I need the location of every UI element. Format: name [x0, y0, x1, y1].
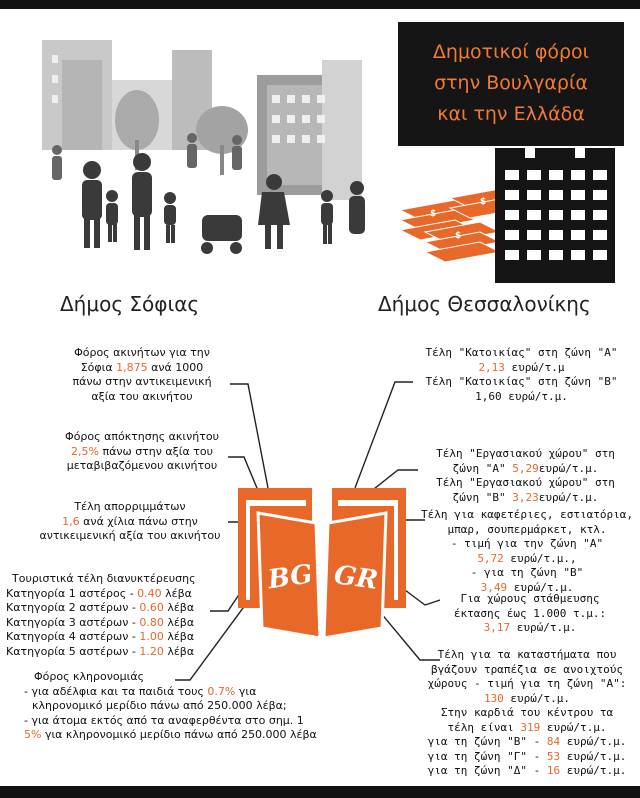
thess-parking-fees: Για χώρους στάθμευσης έκτασης έως 1.000 τ.μ.: 3,17 ευρώ/τ.μ. [453, 592, 607, 634]
tourist-tax-row: Κατηγορία 1 αστέρος - 0.40 λέβα [6, 586, 192, 600]
bottom-border [0, 786, 640, 798]
svg-text:$: $ [455, 231, 462, 241]
thess-workplace-fees: Τέλη "Εργασιακού χώρου" στη ζώνη "Α" 5,29ευρώ/τ.μ. Τέλη "Εργασιακού χώρου" στη ζώνη "Β" 3,23ευρώ/τ.μ. [436, 447, 615, 504]
sofia-property-tax: Φόρος ακινήτων για την Σόφια 1,875 ανά 1000 πάνω στην αντικειμενική αξία του ακινήτου [72, 346, 212, 403]
tourist-tax-row: Κατηγορία 5 αστέρων - 1.20 λέβα [6, 644, 195, 658]
bg-label: BG [266, 559, 315, 596]
thess-cafe-fees: Τέλη για καφετέριες, εστιατόρια, μπαρ, σουπερμάρκετ, κτλ. - τιμή για την ζώνη "Α" 5,72 ευρώ/τ.μ., - για τη ζώνη "Β" 3,49 ευρώ/τ.μ. [421, 508, 633, 594]
infographic-title-box [398, 22, 624, 146]
title-line-1: Δημοτικοί φόροι [432, 41, 590, 63]
sofia-title: Δήμος Σόφιας [60, 292, 200, 316]
title-line-2: στην Βουλγαρία [434, 72, 588, 94]
thess-residence-fees: Τέλη "Κατοικίας" στη ζώνη "Α" 2,13 ευρώ/τ.μ Τέλη "Κατοικίας" στη ζώνη "Β" 1,60 ευρώ/τ.μ. [425, 346, 618, 403]
thess-outdoor-table-fees: Τέλη για τα καταστήματα που βγάζουν τραπέζια σε ανοιχτούς χώρους - τιμή για τη ζώνη "Α": 130 ευρώ/τ.μ. Στην καρδιά του κέντρου τα τέλη είναι 319 ευρώ/τ.μ. για τη ζώνη "Β" - 84 ευρώ/τ.μ. για τη ζώνη "Γ" - 53 ευρώ/τ.μ. για τη ζώνη "Δ" - 16 ευρώ/τ.μ. [427, 648, 627, 777]
tourist-tax-row: Κατηγορία 2 αστέρων - 0.60 λέβα [6, 601, 195, 614]
thessaloniki-title: Δήμος Θεσσαλονίκης [378, 292, 591, 316]
tourist-tax-row: Κατηγορία 3 αστέρων - 0.80 λέβα [6, 615, 195, 629]
title-line-3: και την Ελλάδα [437, 103, 585, 125]
tourist-tax-row: Κατηγορία 4 αστέρων - 1.00 λέβα [6, 630, 195, 643]
sofia-tourist-tax: Τουριστικά τέλη διανυκτέρευσης Κατηγορία 1 αστέρος - 0.40 λέβα Κατηγορία 2 αστέρων - 0.60 λέβα Κατηγορία 3 αστέρων - 0.80 λέβα Κατηγορία 4 αστέρων - 1.00 λέβα Κατηγορία 5 αστέρων - 1.20 λέβα [6, 572, 216, 659]
svg-text:$: $ [430, 209, 437, 219]
gr-label: GR [332, 560, 380, 596]
sofia-acquisition-tax: Φόρος απόκτησης ακινήτου 2,5% πάνω στην αξία του μεταβιβαζόμενου ακινήτου [65, 430, 219, 472]
sofia-inheritance-tax: Φόρος κληρονομιάς - για αδέλφια και τα παιδιά τους 0.7% για κληρονομικό μερίδιο πάνω από 250.000 λέβα; - για άτομα εκτός από τα αναφερθέντα στο σημ. 1 5% για κληρονομικό μερίδιο πάνω από 250.000 λέβα [24, 670, 317, 741]
bg-gr-booklet-icon [236, 478, 408, 643]
svg-text:$: $ [480, 197, 487, 207]
money-and-building-icon [395, 148, 625, 283]
top-border [0, 0, 640, 9]
sofia-waste-fees: Τέλη απορριμμάτων 1,6 ανά χίλια πάνω στην αντικειμενική αξία του ακινήτου [39, 500, 221, 542]
city-people-illustration [22, 20, 374, 260]
